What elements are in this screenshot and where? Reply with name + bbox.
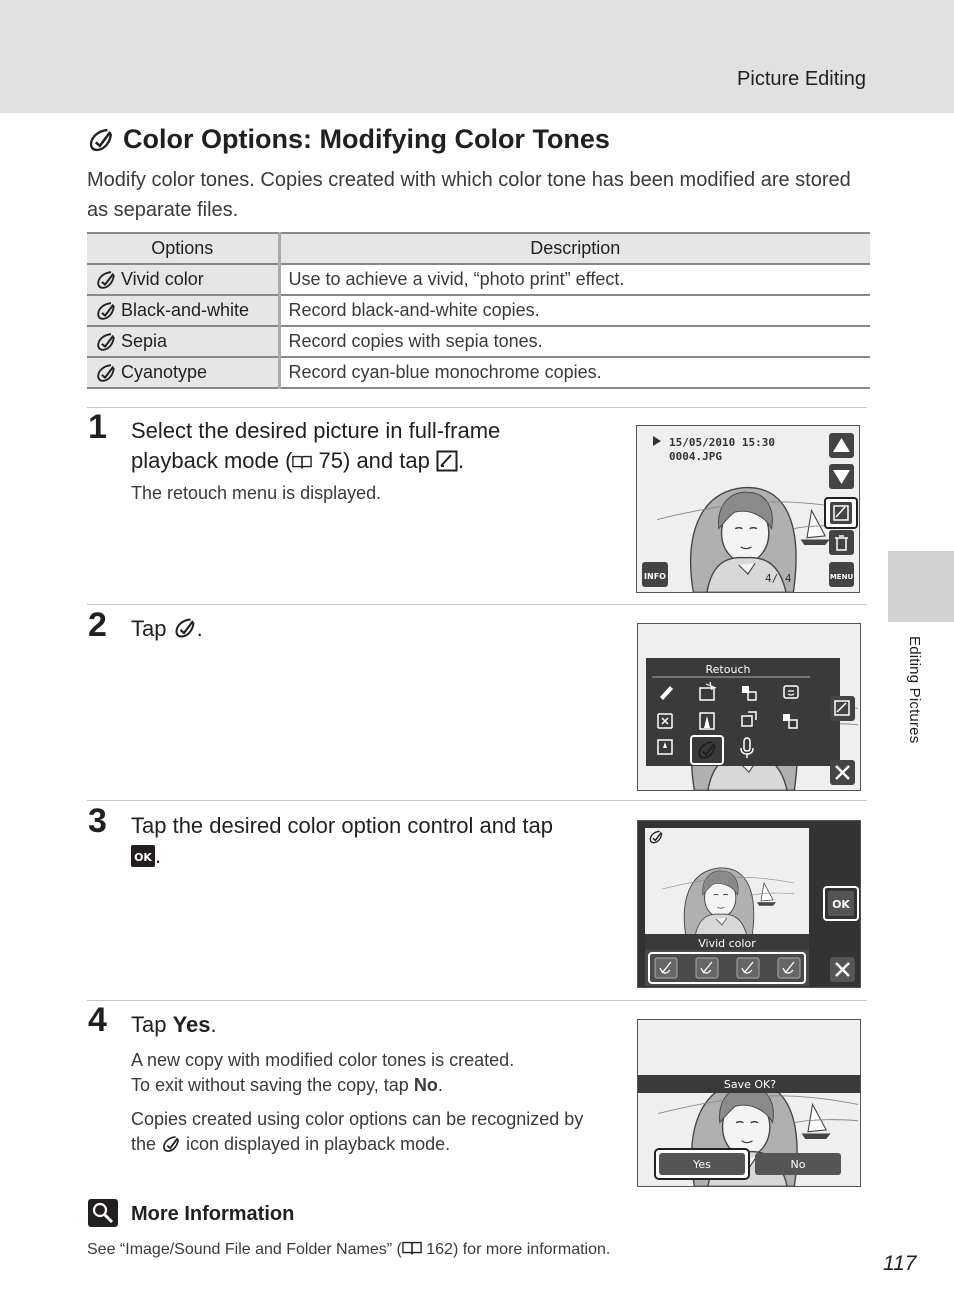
header-band [0,0,954,113]
screen-color-select [637,820,861,988]
vivid-color-icon [95,269,117,291]
color-options-icon [161,1134,181,1154]
step-4-note-2: Copies created using color options can be recognized by the icon displayed in playback mode. [131,1109,584,1154]
retouch-button[interactable] [830,696,855,721]
table-row [87,264,870,295]
step-4-text: Tap Yes. [131,1012,217,1037]
divider [87,604,867,605]
more-information-icon [88,1199,118,1227]
delete-button[interactable] [829,530,854,555]
retouch-icon [436,450,458,472]
divider [87,1000,867,1001]
reference-book-icon [402,1240,422,1256]
step-number: 3 [88,802,107,840]
retouch-menu-title: Retouch [705,663,751,676]
table-header: Description [279,233,870,264]
svg-text:MENU: MENU [829,573,854,581]
svg-text:No: No [790,1158,806,1171]
option-name: Black-and-white [121,300,250,320]
option-name: Sepia [121,331,168,351]
option-description: Use to achieve a vivid, “photo print” effect. [279,264,870,295]
table-row [87,326,870,357]
option-description: Record cyan-blue monochrome copies. [279,357,870,388]
color-options-icon [173,616,197,640]
step-number: 2 [88,606,107,644]
reference-book-icon [292,454,312,470]
option-name: Vivid color [121,269,204,289]
step-4-note: A new copy with modified color tones is created. To exit without saving the copy, tap No. [131,1050,515,1095]
ok-icon [131,845,155,867]
black-and-white-icon [95,300,117,322]
image-counter: 4/ 4 [765,572,792,585]
selected-option-label: Vivid color [698,937,756,950]
table-row [87,357,870,388]
more-information-title: More Information [131,1203,295,1225]
chapter-label: Editing Pictures [906,636,923,744]
color-options-button[interactable] [691,736,723,764]
screen-playback [636,425,860,593]
sepia-icon [95,331,117,353]
playback-date: 15/05/2010 15:30 [669,436,775,449]
step-1-note: The retouch menu is displayed. [131,483,382,503]
page-title [87,124,610,155]
divider [87,407,867,408]
color-options-icon [87,126,115,154]
playback-filename: 0004.JPG [669,450,722,463]
cyanotype-icon [95,362,117,384]
step-2-text: Tap . [131,616,203,641]
screen-save-confirm [637,1019,861,1187]
svg-text:INFO: INFO [644,572,666,581]
option-description: Record copies with sepia tones. [279,326,870,357]
page-number: 117 [883,1252,917,1275]
svg-text:OK: OK [134,851,152,864]
save-prompt: Save OK? [723,1078,777,1091]
options-table [87,232,870,389]
page-title-text: Color Options: Modifying Color Tones [123,124,610,154]
svg-text:OK: OK [832,898,850,911]
step-1-text: Select the desired picture in full-frame playback mode ( 75) and tap . [131,418,501,473]
table-header-row [87,233,870,264]
option-name: Cyanotype [121,362,208,382]
intro-paragraph: Modify color tones. Copies created with which color tone has been modified are stored as separate files. [87,169,851,221]
divider [87,800,867,801]
section-title: Picture Editing [737,68,866,90]
option-description: Record black-and-white copies. [279,295,870,326]
step-number: 1 [88,408,107,446]
more-information-text: See “Image/Sound File and Folder Names” ( 162) for more information. [87,1241,611,1258]
step-number: 4 [88,1001,107,1039]
table-header: Options [87,233,279,264]
chapter-tab [888,551,954,622]
svg-text:Yes: Yes [693,1158,711,1171]
screen-retouch-menu [637,623,861,791]
table-row [87,295,870,326]
step-3-text: Tap the desired color option control and tap OK . [131,813,553,868]
